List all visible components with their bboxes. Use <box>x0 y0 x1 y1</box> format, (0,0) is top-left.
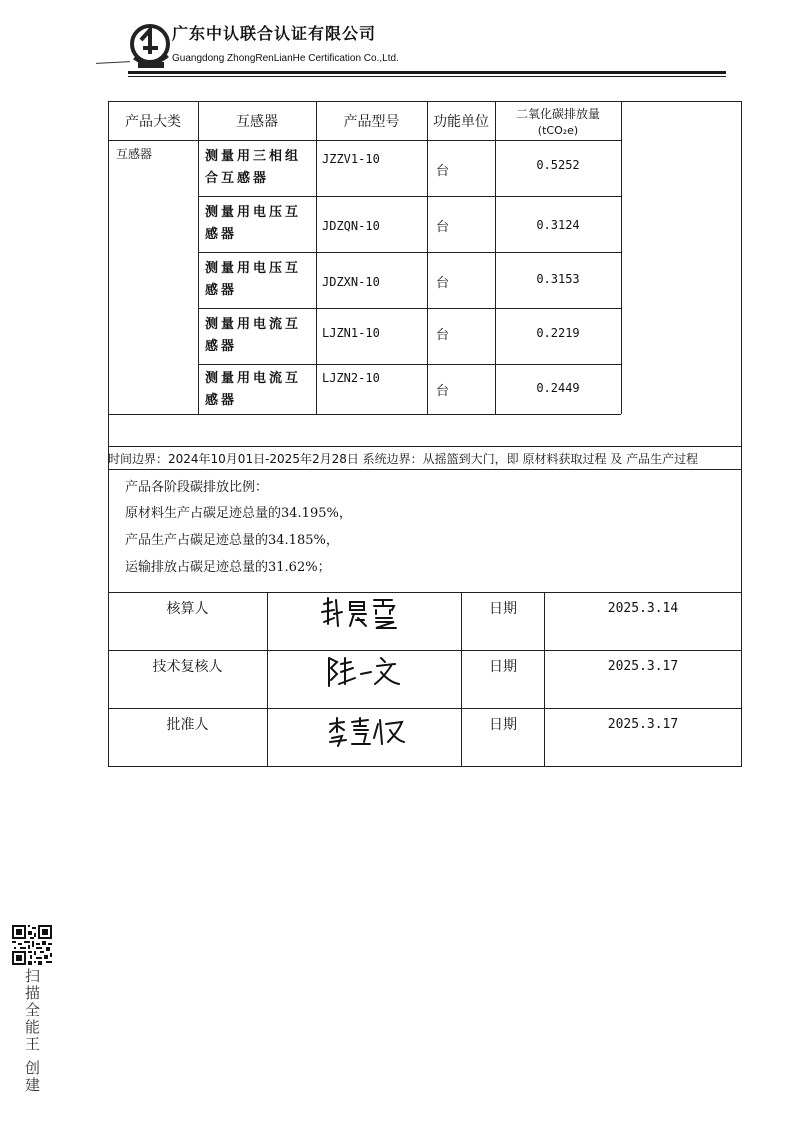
row-model: JDZQN-10 <box>322 219 380 233</box>
row-product-name: 测量用电流互感器 <box>205 317 302 354</box>
ratio-line: 产品生产占碳足迹总量的34.185%， <box>125 533 339 548</box>
table-divider <box>108 414 621 415</box>
signoff-role: 技术复核人 <box>152 659 223 675</box>
signature <box>320 596 400 632</box>
signature <box>326 716 406 752</box>
qr-code[interactable] <box>12 925 52 965</box>
ratio-title: 产品各阶段碳排放比例： <box>125 480 269 495</box>
header-transformer: 互感器 <box>236 113 278 130</box>
row-unit: 台 <box>436 384 450 399</box>
ratio-line: 原材料生产占碳足迹总量的34.195%， <box>125 506 352 521</box>
section-divider <box>108 592 742 593</box>
row-unit: 台 <box>436 164 450 179</box>
boundary-text: 时间边界：2024年10月01日-2025年2月28日 系统边界：从摇篮到大门，即 原材料获取过程 及 产品生产过程 <box>108 451 699 466</box>
row-value: 0.3153 <box>536 272 580 286</box>
row-unit: 台 <box>436 328 450 343</box>
row-model: LJZN2-10 <box>322 371 380 385</box>
signoff-divider <box>108 650 742 651</box>
category-value: 互感器 <box>116 147 153 161</box>
row-model: JDZXN-10 <box>322 275 380 289</box>
table-divider <box>198 252 621 253</box>
header-tail-line <box>96 61 130 64</box>
table-divider <box>621 101 622 414</box>
scanner-watermark: 扫描全能王 创建 <box>23 968 41 1094</box>
signoff-date-label: 日期 <box>489 659 517 675</box>
row-value: 0.3124 <box>536 218 580 232</box>
signoff-date: 2025.3.17 <box>607 658 679 674</box>
table-divider <box>198 101 199 414</box>
signoff-divider <box>461 592 462 767</box>
header-category: 产品大类 <box>125 113 181 130</box>
signoff-date: 2025.3.17 <box>607 716 679 732</box>
company-logo <box>128 18 174 74</box>
row-value: 0.5252 <box>536 158 580 172</box>
row-unit: 台 <box>436 276 450 291</box>
ratio-line: 运输排放占碳足迹总量的31.62%； <box>125 560 331 575</box>
table-divider <box>198 308 621 309</box>
signoff-role: 核算人 <box>166 601 209 617</box>
company-name-en: Guangdong ZhongRenLianHe Certification Co.,Ltd. <box>172 53 399 64</box>
header-emission <box>495 101 621 140</box>
table-divider <box>316 101 317 414</box>
signoff-date: 2025.3.14 <box>607 600 679 616</box>
row-value: 0.2219 <box>536 326 580 340</box>
signoff-role: 批准人 <box>166 717 209 733</box>
header-unit: 功能单位 <box>433 113 489 130</box>
signoff-divider <box>267 592 268 767</box>
company-name-cn: 广东中认联合认证有限公司 <box>172 24 377 43</box>
header-model: 产品型号 <box>343 113 400 130</box>
row-product-name: 测量用三相组合互感器 <box>205 149 302 186</box>
header-emission-unit: (tCO₂e) <box>537 124 579 137</box>
signature <box>325 654 405 690</box>
signoff-date-label: 日期 <box>489 601 517 617</box>
header-rule <box>128 71 726 74</box>
row-unit: 台 <box>436 220 450 235</box>
row-product-name: 测量用电流互感器 <box>205 371 302 408</box>
table-divider <box>198 364 621 365</box>
row-value: 0.2449 <box>536 381 580 395</box>
header-emission-label: 二氧化碳排放量 <box>515 107 600 121</box>
table-divider <box>108 140 621 141</box>
signoff-divider <box>544 592 545 767</box>
table-divider <box>198 196 621 197</box>
signoff-divider <box>108 708 742 709</box>
section-divider <box>108 469 742 470</box>
signoff-date-label: 日期 <box>489 717 517 733</box>
table-divider <box>427 101 428 414</box>
row-product-name: 测量用电压互感器 <box>205 261 302 298</box>
header-rule-thin <box>128 76 726 77</box>
row-model: LJZN1-10 <box>322 326 380 340</box>
row-model: JZZV1-10 <box>322 152 380 166</box>
table-divider <box>495 101 496 414</box>
row-product-name: 测量用电压互感器 <box>205 205 302 242</box>
